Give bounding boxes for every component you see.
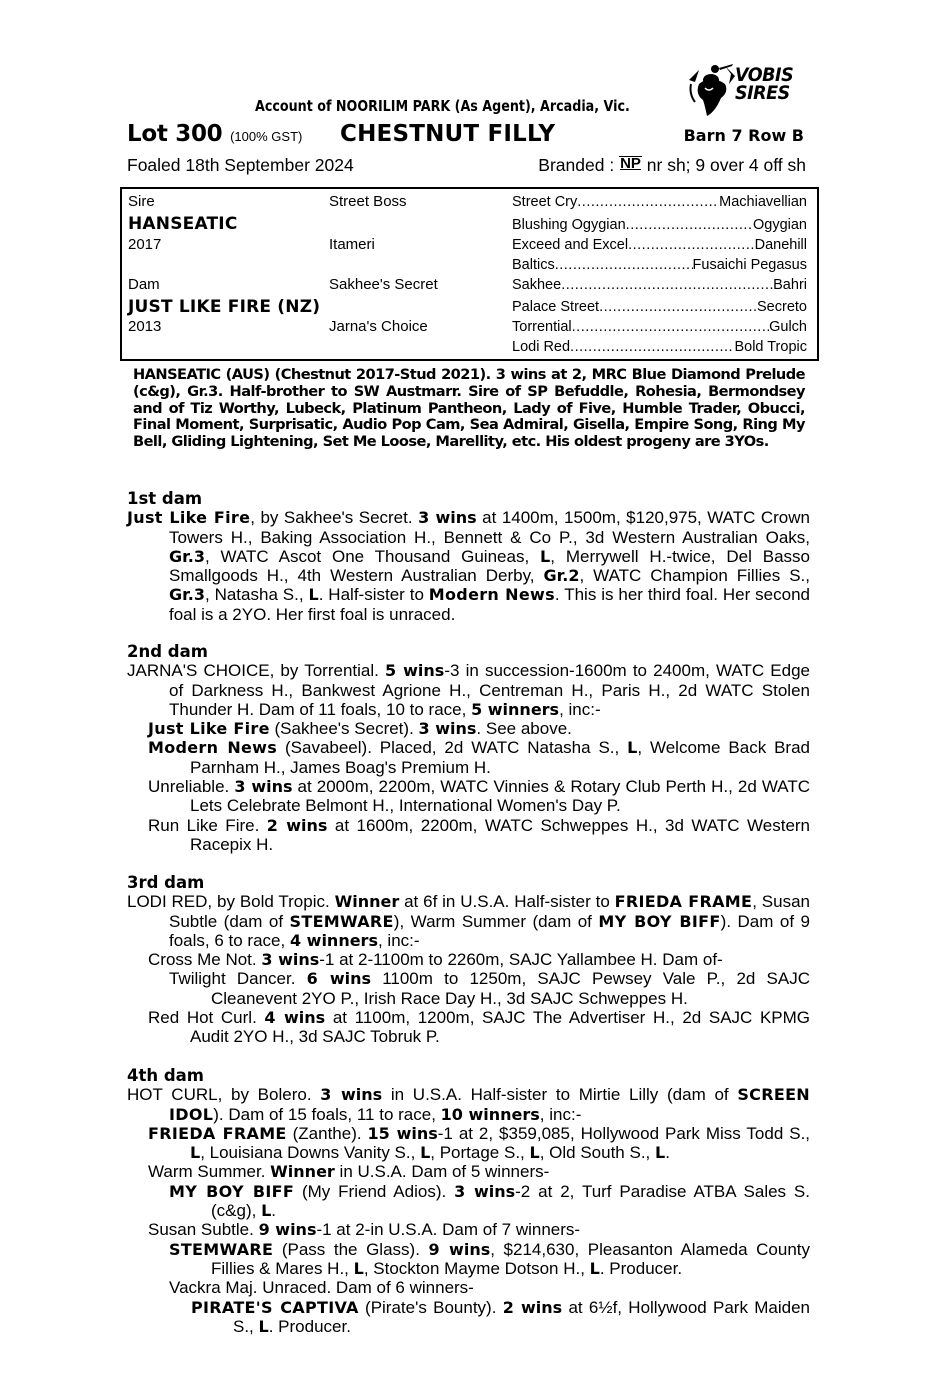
entry-text: ). Dam of 9 foals, 6 to race, (169, 911, 810, 950)
horse-and-jockey-icon (685, 62, 737, 117)
emphasis-text: Gr.3 (169, 546, 205, 566)
entry-text: -2 at 2, Turf Paradise ATBA Sales S. (c&g), (211, 1181, 810, 1221)
dam-name: JUST LIKE FIRE (NZ) (128, 297, 321, 317)
logo-text (735, 66, 793, 102)
horse-name: Just Like Fire (148, 719, 270, 739)
entry-text: Unreliable. (148, 777, 235, 797)
sire-sire: Street Boss (329, 193, 407, 210)
entry-text: in U.S.A. Half-sister to Mirtie Lilly (dam of (382, 1085, 738, 1105)
entry-text: -3 in succession-1600m to 2400m, WATC Edge of Darkness H., Bankwest Agrione H., Centreman H., Paris H., 2d WATC Stolen Thunder H. Dam of 11 foals, 10 to race, (169, 661, 810, 719)
pedigree-entry (127, 1124, 810, 1163)
entry-text: LODI RED, by Bold Tropic. (127, 892, 335, 912)
entry-text: , inc:- (539, 1104, 582, 1124)
entry-text: -1 at 2-1100m to 2260m, SAJC Yallambee H. Dam of- (319, 950, 723, 970)
leader-dots (626, 217, 753, 233)
entry-text: . (665, 1143, 670, 1163)
entry-text: . (271, 1201, 276, 1221)
dam-label: Dam (128, 276, 160, 293)
pedigree-entry (127, 738, 810, 777)
leader-dots (570, 339, 734, 355)
brand-details: nr sh; 9 over 4 off sh (646, 155, 806, 175)
emphasis-text: 4 wins (264, 1008, 326, 1028)
emphasis-text: 5 winners (471, 699, 560, 719)
gen3-name: Sakhee (512, 277, 562, 293)
emphasis-text: Gr.3 (169, 585, 205, 605)
emphasis-text: 2 wins (502, 1297, 563, 1317)
entry-text: (My Friend Adios). (294, 1181, 455, 1201)
vobis-sires-logo (685, 62, 820, 117)
entry-text: (Zanthe). (286, 1123, 368, 1143)
emphasis-text: L (190, 1143, 201, 1163)
horse-name: STEMWARE (289, 911, 394, 931)
entry-text: in U.S.A. Dam of 5 winners- (334, 1162, 550, 1182)
leader-dots (555, 257, 693, 273)
entry-text: Twilight Dancer. (169, 969, 307, 989)
entry-text: Cross Me Not. (148, 950, 262, 970)
entry-text: (Pirate's Bounty). (358, 1297, 503, 1317)
section-entries (127, 892, 810, 1046)
gen3-name: Lodi Red (512, 339, 571, 355)
dam-dam: Jarna's Choice (329, 318, 428, 335)
entry-text: , inc:- (377, 930, 420, 950)
entry-text: , Louisiana Downs Vanity S., (200, 1143, 421, 1163)
entry-text: at 2000m, 2200m, WATC Vinnies & Rotary Club Perth H., 2d WATC Lets Celebrate Belmont H., International Women's Day P. (190, 777, 810, 816)
leader-dots (628, 237, 755, 253)
gen3-row (512, 277, 807, 293)
horse-name: FRIEDA FRAME (614, 892, 753, 912)
emphasis-text: 3 wins (418, 508, 477, 528)
pedigree-entry (127, 1240, 810, 1279)
emphasis-text: 5 wins (385, 661, 445, 681)
fourth-dam-section (127, 1066, 810, 1336)
second-dam-section (127, 642, 810, 854)
entry-text: at 6f in U.S.A. Half-sister to (399, 892, 615, 912)
emphasis-text: 6 wins (306, 969, 372, 989)
gen3-name: Palace Street (512, 299, 600, 315)
emphasis-text: 15 wins (367, 1123, 438, 1143)
pedigree-entry (127, 508, 810, 624)
pedigree-entry (127, 661, 810, 719)
entry-text: at 1400m, 1500m, $120,975, WATC Crown Towers H., Baking Association H., Bennett & Co P., 3d Western Australian Oaks, (169, 508, 810, 547)
horse-name: Modern News (428, 585, 555, 605)
pedigree-table (120, 187, 819, 361)
gen3-sire: Fusaichi Pegasus (692, 257, 807, 273)
entry-text: Susan Subtle. (148, 1220, 259, 1240)
entry-text: (Savabeel). Placed, 2d WATC Natasha S., (277, 738, 628, 758)
dam-year: 2013 (128, 318, 162, 335)
horse-name: Just Like Fire (127, 508, 251, 528)
horse-name: STEMWARE (169, 1239, 274, 1259)
gen3-sire: Secreto (757, 299, 807, 315)
lot-header (127, 121, 810, 151)
entry-text: , Merrywell H.-twice, Del Basso Smallgoods H., 4th Western Australian Derby, (169, 546, 810, 586)
entry-text: . Producer. (268, 1316, 351, 1336)
pedigree-entry (127, 1085, 810, 1124)
gen3-sire: Machiavellian (719, 194, 807, 210)
entry-text: Red Hot Curl. (148, 1008, 265, 1028)
horse-name: Modern News (148, 738, 278, 758)
entry-text: ), Warm Summer (dam of (393, 911, 599, 931)
gst-note: (100% GST) (230, 129, 303, 144)
entry-text: (Pass the Glass). (273, 1239, 429, 1259)
entry-text: , WATC Champion Fillies S., (579, 566, 810, 586)
foaled-branded-line (127, 155, 810, 177)
first-dam-section (127, 489, 810, 624)
pedigree-entry (127, 1298, 810, 1337)
entry-text: JARNA'S CHOICE, by Torrential. (127, 661, 386, 681)
emphasis-text: 10 winners (440, 1104, 540, 1124)
gen3-sire: Danehill (754, 237, 807, 253)
gen3-row (512, 299, 807, 315)
horse-name: FRIEDA FRAME (148, 1123, 287, 1143)
gen3-name: Torrential (512, 319, 572, 335)
emphasis-text: 2 wins (266, 815, 328, 835)
emphasis-text: L (308, 585, 319, 605)
lot-label: Lot 300 (127, 121, 223, 147)
leader-dots (572, 319, 769, 335)
gen3-row (512, 339, 807, 355)
entry-text: , inc:- (559, 699, 601, 719)
emphasis-text: L (589, 1258, 600, 1278)
entry-text: HOT CURL, by Bolero. (127, 1085, 321, 1105)
emphasis-text: 3 wins (454, 1181, 516, 1201)
sire-summary: HANSEATIC (AUS) (Chestnut 2017-Stud 2021). 3 wins at 2, MRC Blue Diamond Prelude (c&g), Gr.3. Half-brother to SW Austmarr. Sire of SP Befuddle, Rohesia, Bermondsey and of Tiz Worthy, Lubeck, Platinum Pantheon, Lady of Five, Humble Trader, Obucci, Final Moment, Surprisatic, Audio Pop Cam, Sea Admiral, Gisella, Empire Song, Ring My Bell, Gliding Lightening, Set Me Loose, Marellity, etc. His oldest progeny are 3YOs. (133, 366, 805, 451)
vendor-account: Account of NOORILIM PARK (As Agent), Arcadia, Vic. (255, 97, 630, 115)
entry-text: -1 at 2-in U.S.A. Dam of 7 winners- (316, 1220, 581, 1240)
foaled-date: Foaled 18th September 2024 (127, 155, 354, 175)
pedigree-entry (127, 1278, 810, 1297)
pedigree-entry (127, 1162, 810, 1181)
sire-year: 2017 (128, 236, 162, 253)
entry-text: Vackra Maj. Unraced. Dam of 6 winners- (169, 1278, 474, 1298)
emphasis-text: 3 wins (320, 1085, 383, 1105)
entry-text: , WATC Ascot One Thousand Guineas, (204, 546, 541, 566)
entry-text: . Half-sister to (318, 585, 429, 605)
pedigree-entry (127, 719, 810, 738)
entry-text: at 1100m, 1200m, SAJC The Advertiser H., 2d SAJC KPMG Audit 2YO H., 3d SAJC Tobruk P. (190, 1008, 810, 1047)
emphasis-text: L (627, 738, 638, 758)
entry-text: . This is her third foal. Her second foal is a 2YO. Her first foal is unraced. (169, 585, 810, 624)
emphasis-text: 3 wins (234, 777, 293, 797)
gen3-sire: Gulch (769, 319, 807, 335)
entry-text: , Natasha S., (204, 585, 309, 605)
entry-text: , Susan Subtle (dam of (169, 892, 811, 931)
emphasis-text: L (529, 1143, 540, 1163)
dam-sire: Sakhee's Secret (329, 276, 438, 293)
section-entries (127, 1085, 810, 1336)
horse-name: SCREEN IDOL (169, 1085, 810, 1124)
gen3-name: Exceed and Excel (512, 237, 629, 253)
section-entries (127, 661, 810, 854)
gen3-row (512, 237, 807, 253)
entry-text: , Old South S., (539, 1143, 655, 1163)
emphasis-text: 3 wins (418, 719, 477, 739)
entry-text: at 6½f, Hollywood Park Maiden S., (233, 1297, 811, 1336)
gen3-row (512, 257, 807, 273)
entry-text: . Producer. (599, 1258, 683, 1278)
entry-text: , $214,630, Pleasanton Alameda County Fillies & Mares H., (211, 1239, 810, 1278)
gen3-sire: Ogygian (752, 217, 807, 233)
lot-number (127, 121, 302, 147)
entry-text: 1100m to 1250m, SAJC Pewsey Vale P., 2d SAJC Cleanevent 2YO P., Irish Race Day H., 3d SAJC Schweppes H. (211, 969, 810, 1008)
pedigree-entry (127, 969, 810, 1008)
logo-line-2: SIRES (735, 82, 790, 104)
section-heading: 3rd dam (127, 873, 205, 892)
emphasis-text: 9 wins (428, 1239, 491, 1259)
section-heading: 1st dam (127, 489, 203, 508)
emphasis-text: 9 wins (258, 1220, 317, 1240)
emphasis-text: L (654, 1143, 666, 1163)
entry-text: Run Like Fire. (148, 815, 267, 835)
pedigree-entry (127, 1008, 810, 1047)
gen3-name: Blushing Ogygian (512, 217, 626, 233)
entry-text: ). Dam of 15 foals, 11 to race, (213, 1104, 441, 1124)
emphasis-text: 3 wins (261, 950, 320, 970)
leader-dots (561, 277, 773, 293)
horse-name: MY BOY BIFF (598, 911, 721, 931)
barn-location: Barn 7 Row B (683, 126, 804, 145)
sire-dam: Itameri (329, 236, 375, 253)
horse-name: PIRATE'S CAPTIVA (191, 1297, 359, 1317)
pedigree-entry (127, 777, 810, 816)
emphasis-text: L (261, 1201, 272, 1221)
entry-text: (Sakhee's Secret). (269, 719, 419, 739)
emphasis-text: L (258, 1316, 269, 1336)
entry-text: , Stockton Mayme Dotson H., (363, 1258, 590, 1278)
pedigree-entry (127, 816, 810, 855)
entry-text: , by Sakhee's Secret. (250, 508, 419, 528)
logo-line-1: VOBIS (735, 64, 794, 86)
emphasis-text: Winner (270, 1162, 335, 1182)
entry-text: -1 at 2, $359,085, Hollywood Park Miss Todd S., (437, 1123, 811, 1143)
emphasis-text: L (540, 546, 551, 566)
gen3-row (512, 217, 807, 233)
emphasis-text: L (353, 1258, 364, 1278)
leader-dots (577, 194, 719, 210)
entry-text: . See above. (476, 719, 572, 739)
section-heading: 4th dam (127, 1066, 204, 1085)
third-dam-section (127, 873, 810, 1047)
entry-text: , Welcome Back Brad Parnham H., James Boag's Premium H. (190, 738, 811, 777)
gen3-name: Street Cry (512, 194, 578, 210)
section-entries (127, 508, 810, 624)
horse-description: CHESTNUT FILLY (340, 121, 556, 147)
emphasis-text: Gr.2 (543, 566, 580, 586)
emphasis-text: L (420, 1143, 431, 1163)
pedigree-entry (127, 1220, 810, 1239)
gen3-sire: Bahri (773, 277, 807, 293)
gen3-row (512, 319, 807, 335)
entry-text: at 1600m, 2200m, WATC Schweppes H., 3d WATC Western Racepix H. (190, 815, 811, 854)
sire-label: Sire (128, 193, 155, 210)
pedigree-entry (127, 892, 810, 950)
emphasis-text: Winner (334, 892, 400, 912)
entry-text: Warm Summer. (148, 1162, 271, 1182)
entry-text: , Portage S., (430, 1143, 530, 1163)
leader-dots (599, 299, 757, 315)
gen3-row (512, 194, 807, 210)
horse-name: MY BOY BIFF (169, 1181, 295, 1201)
emphasis-text: 4 winners (289, 930, 378, 950)
branded-label: Branded : (538, 155, 615, 175)
brand-description (538, 155, 806, 176)
brand-mark: NP (620, 155, 641, 172)
pedigree-entry (127, 1182, 810, 1221)
section-heading: 2nd dam (127, 642, 208, 661)
sire-name: HANSEATIC (128, 214, 238, 234)
gen3-sire: Bold Tropic (734, 339, 807, 355)
pedigree-entry (127, 950, 810, 969)
gen3-name: Baltics (512, 257, 555, 273)
